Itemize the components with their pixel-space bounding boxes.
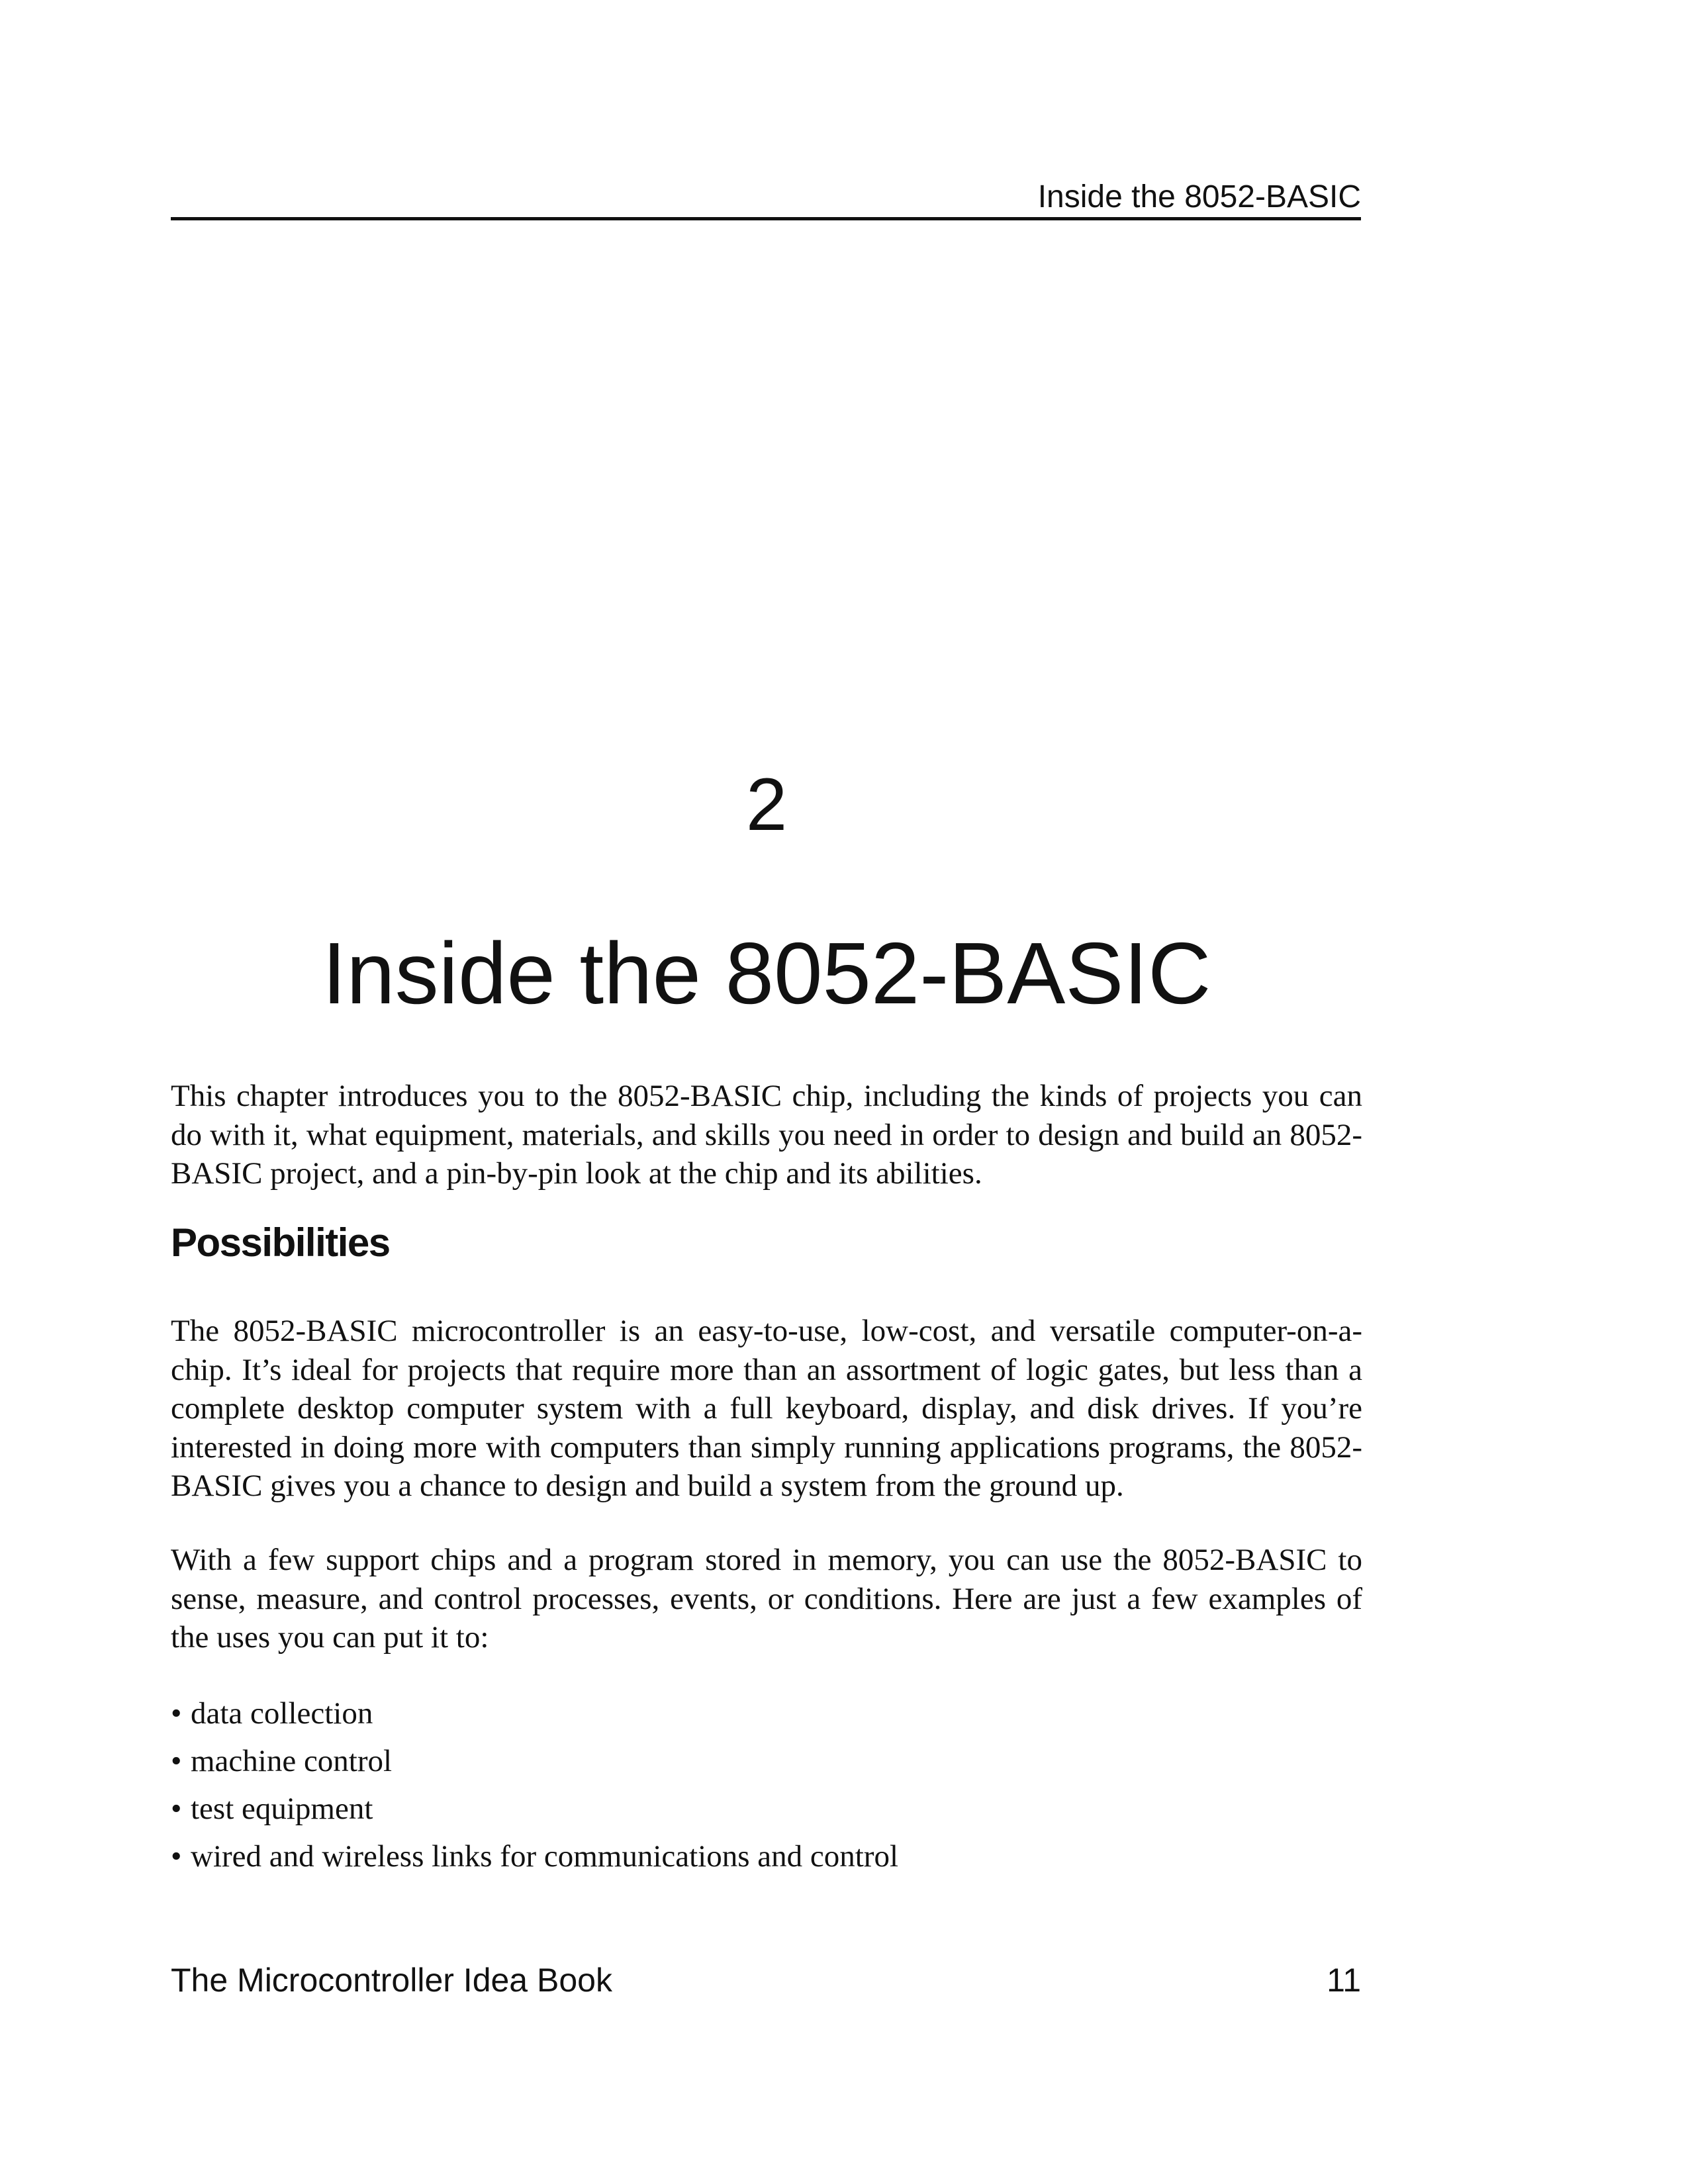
list-item-text: machine control [191, 1744, 393, 1778]
list-item [171, 1790, 1362, 1837]
list-item [171, 1742, 1362, 1790]
list-item-text: data collection [191, 1696, 373, 1731]
chapter-title: Inside the 8052-BASIC [322, 925, 1211, 1022]
bullet-icon: • [171, 1839, 182, 1874]
body-paragraph-2: With a few support chips and a program stored in memory, you can use the 8052-BASIC to sense, measure, and control processes, events, or conditions. Here are just a few examples of the uses you can put it to: [171, 1543, 1362, 1655]
list-item-text: wired and wireless links for communications and control [191, 1839, 898, 1874]
uses-bullet-list [171, 1694, 1362, 1885]
list-item-text: test equipment [191, 1792, 373, 1826]
bullet-icon: • [171, 1744, 182, 1778]
body-paragraph-1: The 8052-BASIC microcontroller is an easy-to-use, low-cost, and versatile computer-on-a-chip. It’s ideal for projects that require more than an assortment of logic gates, but less than a complete desktop computer system with a full keyboard, display, and disk drives. If you’re interested in doing more with computers than simply running applications programs, the 8052-BASIC gives you a chance to design and build a system from the ground up. [171, 1314, 1362, 1503]
intro-paragraph: This chapter introduces you to the 8052-BASIC chip, including the kinds of projects you can do with it, what equipment, materials, and skills you need in order to design and build an 8052-BASIC project, and a pin-by-pin look at the chip and its abilities. [171, 1079, 1362, 1191]
list-item [171, 1837, 1362, 1885]
section-heading: Possibilities [171, 1220, 390, 1265]
bullet-icon: • [171, 1792, 182, 1826]
chapter-number: 2 [745, 763, 788, 846]
running-header [171, 173, 1361, 220]
running-footer [171, 1960, 1361, 2000]
list-item [171, 1694, 1362, 1742]
running-header-title: Inside the 8052-BASIC [1037, 179, 1361, 214]
page-number: 11 [1327, 1962, 1361, 1999]
bullet-icon: • [171, 1696, 182, 1731]
footer-book-title: The Microcontroller Idea Book [171, 1962, 612, 1999]
